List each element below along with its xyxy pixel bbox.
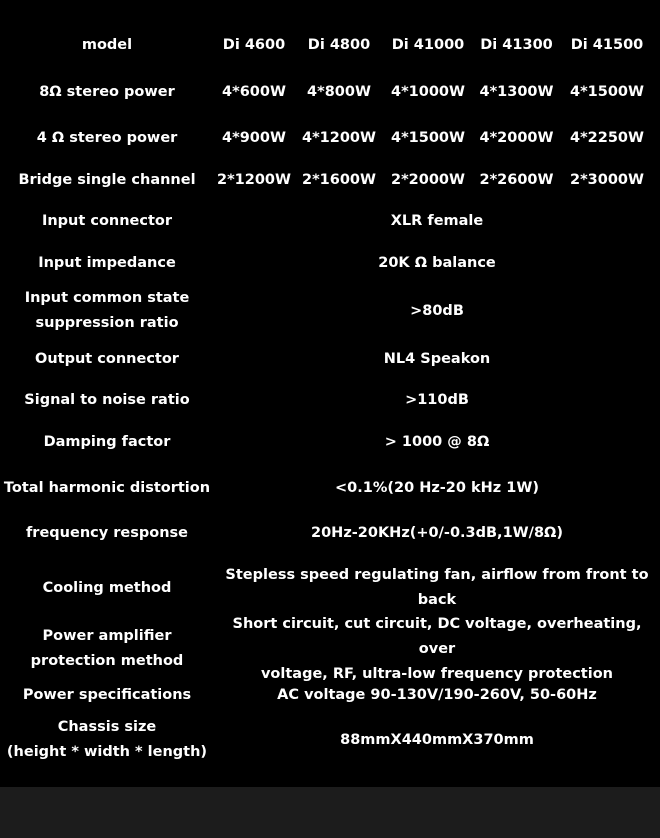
row-label (0, 388, 214, 413)
row-value (214, 299, 660, 324)
value-cell: 2*1600W (301, 172, 377, 188)
label-line: suppression ratio (35, 315, 179, 331)
label-line: frequency response (26, 524, 188, 541)
model-name: Di 4800 (307, 37, 371, 53)
spec-row-output-connector (0, 346, 660, 372)
label-line: Signal to noise ratio (24, 391, 190, 408)
row-value (214, 347, 660, 372)
value-line: 20Hz-20KHz(+0/-0.3dB,1W/8Ω) (311, 524, 563, 541)
value-cell: 4*2250W (569, 130, 645, 146)
row-value (214, 521, 660, 546)
value-line: voltage, RF, ultra-low frequency protection (260, 665, 613, 682)
value-cell: 4*600W (222, 84, 286, 100)
row-label: 4 Ω stereo power (36, 129, 178, 146)
value-cells (214, 84, 660, 100)
spec-row-power-spec (0, 682, 660, 708)
row-value (214, 563, 660, 613)
value-cell: 2*2600W (479, 172, 554, 188)
spec-row-damping (0, 429, 660, 455)
value-cell: 4*1300W (479, 84, 554, 100)
spec-row-4ohm (0, 125, 660, 151)
value-line: NL4 Speakon (383, 350, 491, 367)
value-cell: 4*900W (222, 130, 286, 146)
value-cells (214, 130, 660, 146)
label-line: (height * width * length) (6, 744, 208, 760)
header-row (0, 32, 660, 58)
row-value (214, 476, 660, 501)
spec-row-chassis (0, 715, 660, 765)
spec-row-thd (0, 475, 660, 501)
model-name: Di 4600 (222, 37, 286, 53)
row-label: 8Ω stereo power (39, 83, 175, 100)
value-line: >110dB (405, 391, 469, 408)
footer-band (0, 787, 660, 838)
value-line: 88mmX440mmX370mm (340, 731, 534, 748)
value-line: > 1000 @ 8Ω (384, 433, 490, 450)
model-name: Di 41000 (391, 37, 465, 53)
row-label: model (81, 36, 133, 53)
value-line: 20K Ω balance (378, 254, 496, 271)
label-line: Output connector (35, 350, 179, 367)
label-line: Power specifications (22, 686, 192, 703)
label-line: Input connector (41, 212, 173, 229)
row-value (214, 612, 660, 687)
label-line: Power amplifier (42, 628, 172, 644)
label-line: Cooling method (42, 579, 172, 596)
model-name: Di 41500 (570, 37, 644, 53)
value-line: AC voltage 90-130V/190-260V, 50-60Hz (277, 686, 597, 703)
row-label (0, 347, 214, 372)
model-cells (214, 37, 660, 53)
value-cell: 4*1500W (569, 84, 645, 100)
value-cell: 2*1200W (216, 172, 292, 188)
label-line: Chassis size (57, 719, 157, 735)
value-cell: 4*1000W (390, 84, 466, 100)
value-line: >80dB (410, 302, 464, 319)
label-line: protection method (30, 653, 184, 669)
value-cell: 4*1200W (301, 130, 377, 146)
label-line: Input impedance (38, 254, 176, 271)
value-cell: 4*2000W (479, 130, 554, 146)
row-label (0, 576, 214, 601)
value-cells (214, 172, 660, 188)
value-cell: 2*2000W (390, 172, 466, 188)
value-line: <0.1%(20 Hz-20 kHz 1W) (334, 479, 539, 496)
model-name: Di 41300 (480, 37, 553, 53)
row-value (214, 430, 660, 455)
row-label (0, 683, 214, 708)
spec-row-cooling (0, 567, 660, 608)
spec-row-8ohm (0, 79, 660, 105)
label-line: Total harmonic distortion (3, 479, 211, 496)
label-line: Damping factor (43, 433, 171, 450)
value-cell: 4*800W (307, 84, 371, 100)
value-cell: 4*1500W (390, 130, 466, 146)
row-label (0, 286, 214, 336)
row-label: Bridge single channel (18, 171, 196, 188)
spec-row-bridge (0, 167, 660, 193)
spec-row-input-impedance (0, 250, 660, 276)
spec-row-protection (0, 615, 660, 682)
value-line: Short circuit, cut circuit, DC voltage, overheating, over (232, 615, 642, 657)
row-label (0, 521, 214, 546)
value-cell: 2*3000W (569, 172, 645, 188)
spec-row-frequency (0, 520, 660, 546)
spec-row-input-connector (0, 208, 660, 234)
value-line: XLR female (390, 212, 484, 229)
row-label (0, 476, 214, 501)
row-value (214, 209, 660, 234)
row-label (0, 430, 214, 455)
row-value (214, 251, 660, 276)
row-label (0, 624, 214, 674)
label-line: Input common state (24, 290, 190, 306)
row-label (0, 715, 214, 765)
row-label (0, 209, 214, 234)
value-line: Stepless speed regulating fan, airflow from front to back (225, 567, 649, 608)
spec-row-common-state (0, 286, 660, 336)
row-value (214, 728, 660, 753)
row-value (214, 683, 660, 708)
spec-row-snr (0, 387, 660, 413)
row-value (214, 388, 660, 413)
row-label (0, 251, 214, 276)
